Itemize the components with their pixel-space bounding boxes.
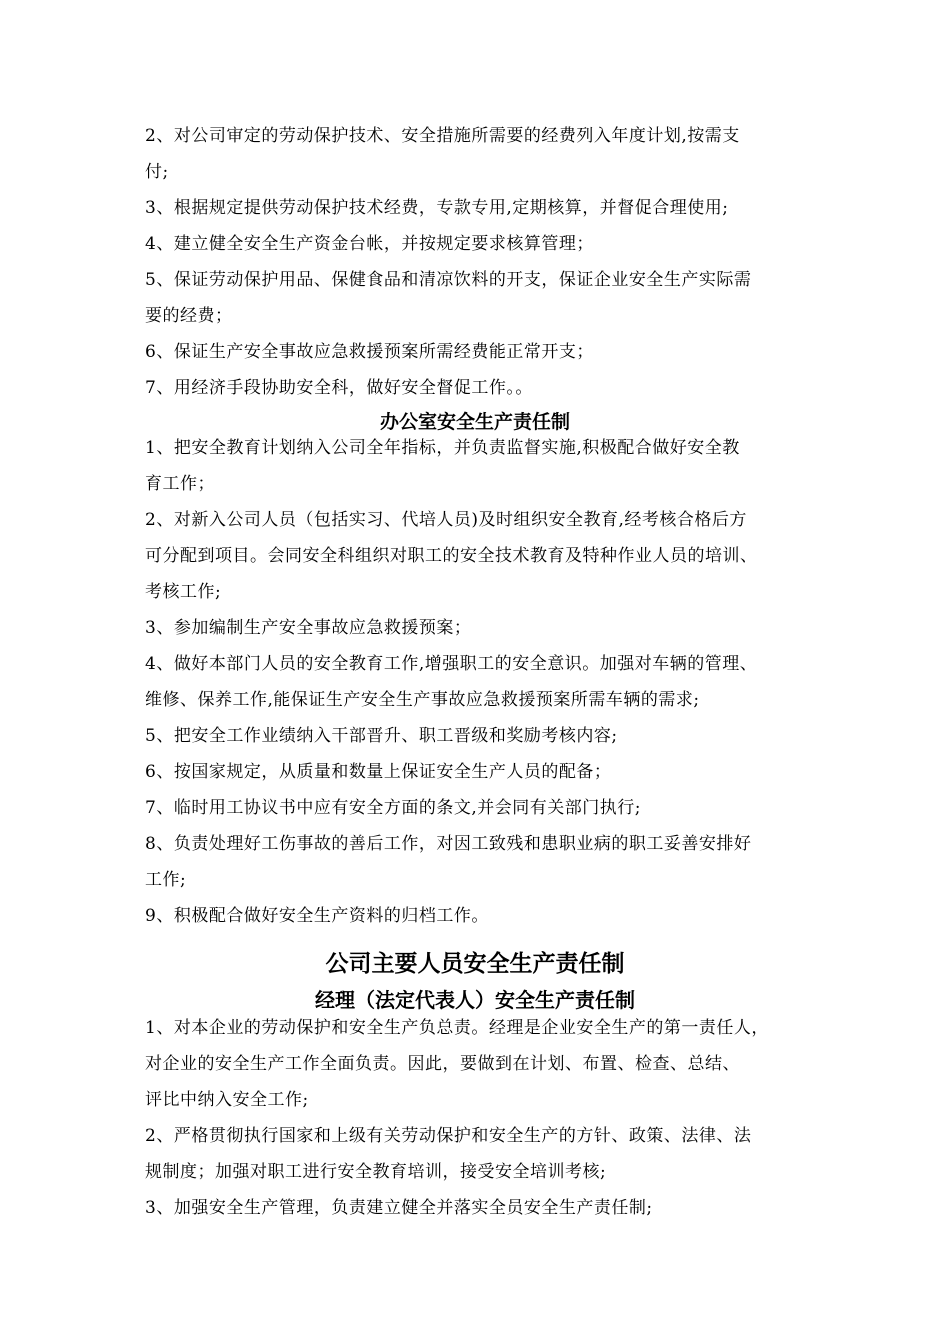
paragraph-line: 工作; <box>145 870 187 890</box>
paragraph-line: 3、加强安全生产管理，负责建立健全并落实全员安全生产责任制; <box>145 1198 653 1218</box>
paragraph-line: 4、做好本部门人员的安全教育工作,增强职工的安全意识。加强对车辆的管理、 <box>145 654 758 674</box>
paragraph-line: 8、负责处理好工伤事故的善后工作，对因工致残和患职业病的职工妥善安排好 <box>145 834 752 854</box>
paragraph-line: 对企业的安全生产工作全面负责。因此，要做到在计划、布置、检查、总结、 <box>145 1054 740 1074</box>
paragraph-line: 7、用经济手段协助安全科，做好安全督促工作。。 <box>145 378 533 398</box>
paragraph-line: 3、参加编制生产安全事故应急救援预案； <box>145 618 472 638</box>
paragraph-line: 1、把安全教育计划纳入公司全年指标，并负责监督实施,积极配合做好安全教 <box>145 438 740 458</box>
paragraph-line: 3、根据规定提供劳动保护技术经费，专款专用,定期核算，并督促合理使用; <box>145 198 729 218</box>
section-heading-office: 办公室安全生产责任制 <box>379 411 570 433</box>
paragraph-line: 2、对新入公司人员（包括实习、代培人员)及时组织安全教育,经考核合格后方 <box>145 510 747 530</box>
paragraph-line: 4、建立健全安全生产资金台帐，并按规定要求核算管理； <box>145 234 594 254</box>
paragraph-line: 育工作； <box>145 474 215 494</box>
main-heading: 公司主要人员安全生产责任制 <box>325 950 625 977</box>
paragraph-line: 考核工作; <box>145 582 222 602</box>
paragraph-line: 维修、保养工作,能保证生产安全生产事故应急救援预案所需车辆的需求; <box>145 690 700 710</box>
paragraph-line: 6、按国家规定，从质量和数量上保证安全生产人员的配备； <box>145 762 612 782</box>
paragraph-line: 2、对公司审定的劳动保护技术、安全措施所需要的经费列入年度计划,按需支 <box>145 126 740 146</box>
paragraph-line: 评比中纳入安全工作; <box>145 1090 309 1110</box>
paragraph-line: 付; <box>145 162 169 182</box>
paragraph-line: 规制度；加强对职工进行安全教育培训，接受安全培训考核; <box>145 1162 607 1182</box>
paragraph-line: 7、临时用工协议书中应有安全方面的条文,并会同有关部门执行; <box>145 798 641 818</box>
paragraph-line: 2、严格贯彻执行国家和上级有关劳动保护和安全生产的方针、政策、法律、法 <box>145 1126 752 1146</box>
paragraph-line: 9、积极配合做好安全生产资料的归档工作。 <box>145 906 489 926</box>
paragraph-line: 可分配到项目。会同安全科组织对职工的安全技术教育及特种作业人员的培训、 <box>145 546 758 566</box>
paragraph-line: 6、保证生产安全事故应急救援预案所需经费能正常开支； <box>145 342 594 362</box>
paragraph-line: 1、对本企业的劳动保护和安全生产负总责。经理是企业安全生产的第一责任人， <box>145 1018 769 1038</box>
sub-heading-manager: 经理（法定代表人）安全生产责任制 <box>315 988 635 1012</box>
paragraph-line: 要的经费； <box>145 306 233 326</box>
paragraph-line: 5、保证劳动保护用品、保健食品和清凉饮料的开支，保证企业安全生产实际需 <box>145 270 752 290</box>
paragraph-line: 5、把安全工作业绩纳入干部晋升、职工晋级和奖励考核内容; <box>145 726 618 746</box>
